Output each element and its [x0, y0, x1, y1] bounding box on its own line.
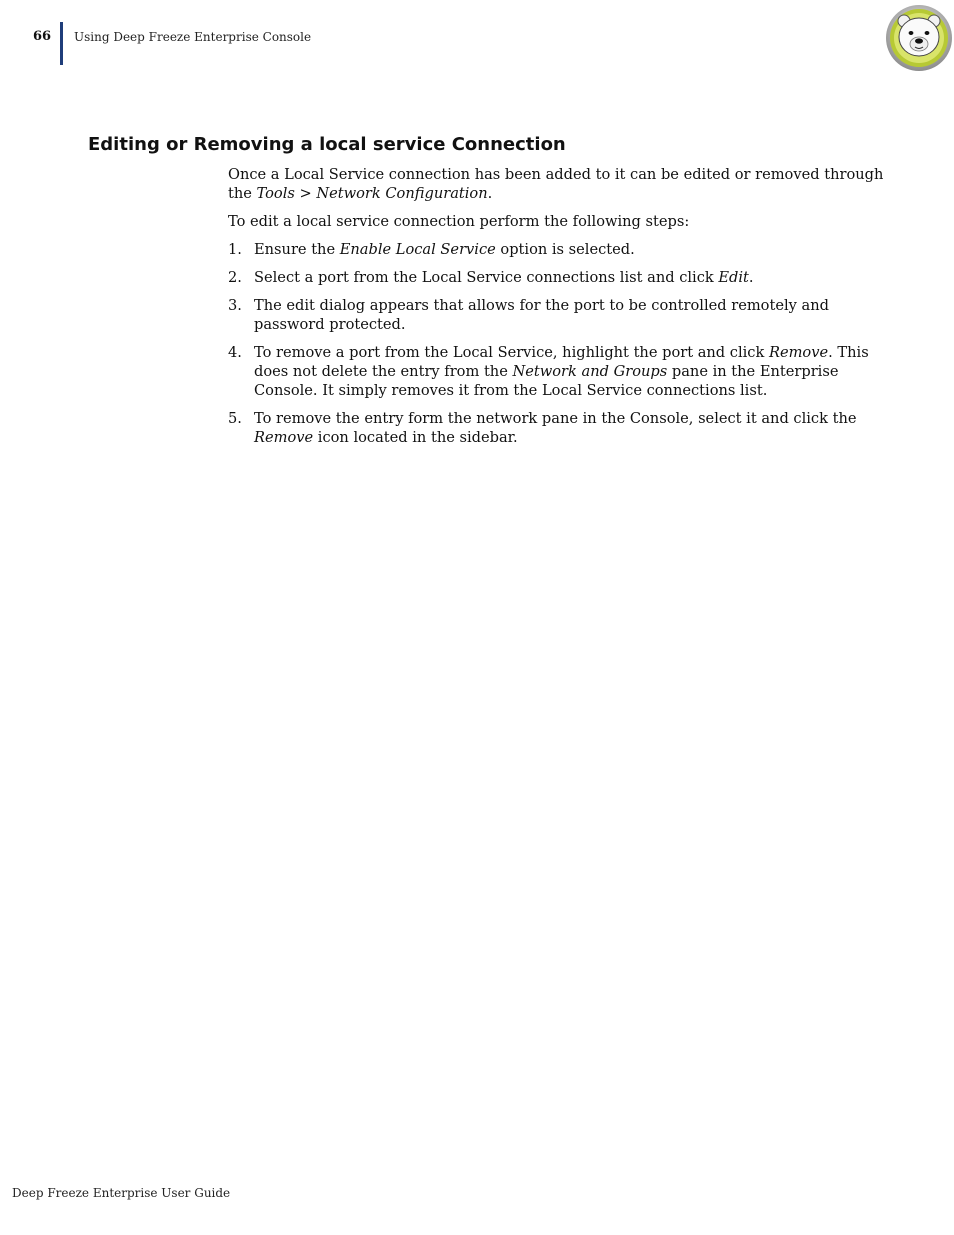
header-divider	[60, 22, 63, 65]
list-item: 1. Ensure the Enable Local Service option is selected.	[228, 241, 635, 258]
lead-paragraph: To edit a local service connection perform the following steps:	[228, 213, 690, 230]
page-number: 66	[33, 29, 52, 44]
section-heading: Editing or Removing a local service Connection	[88, 134, 566, 155]
list-item: 2. Select a port from the Local Service connections list and click Edit.	[228, 269, 754, 286]
header-section-title: Using Deep Freeze Enterprise Console	[74, 30, 312, 44]
section-body	[228, 165, 898, 456]
intro-paragraph: Once a Local Service connection has been added to it can be edited or removed through the Tools > Network Configuration.	[228, 166, 884, 202]
list-item: 5. To remove the entry form the network pane in the Console, select it and click the Remove icon located in the sidebar.	[228, 410, 857, 446]
polar-bear-logo-icon	[884, 2, 954, 72]
list-item: 3. The edit dialog appears that allows for the port to be controlled remotely and password protected.	[228, 297, 829, 333]
page-footer: Deep Freeze Enterprise User Guide	[12, 1186, 231, 1200]
steps-list	[228, 240, 898, 447]
list-item: 4. To remove a port from the Local Service, highlight the port and click Remove. This does not delete the entry from the Network and Groups pane in the Enterprise Console. It simply removes it from the Local Service connections list.	[228, 344, 869, 399]
